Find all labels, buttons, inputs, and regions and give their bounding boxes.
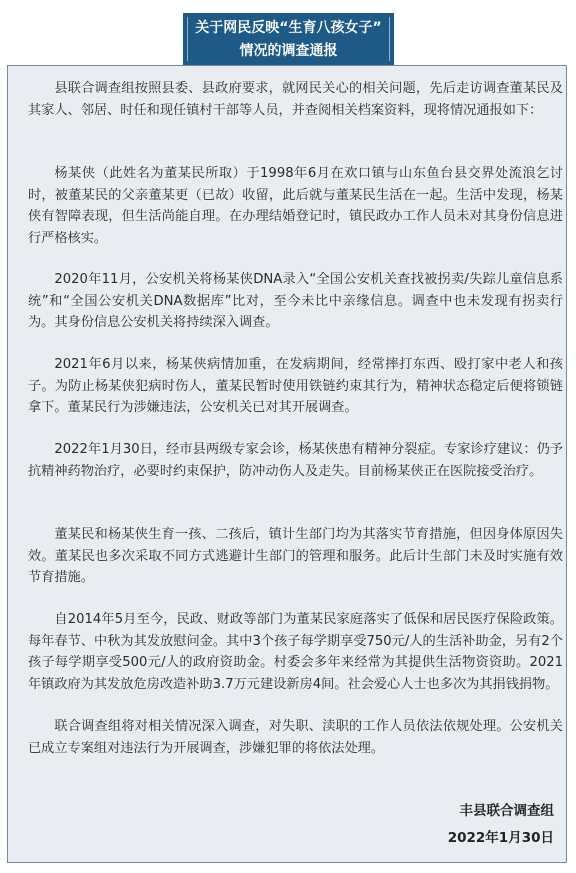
signature-org: 丰县联合调查组: [459, 803, 554, 819]
paragraph-dna-check: 2020年11月，公安机关将杨某侠DNA录入“全国公安机关查找被拐卖/失踪儿童信息系统”和“全国公安机关DNA数据库”比对，至今未比中亲缘信息。调查中也未发现有拐卖行为。其身份信息公安机关将持续深入调查。: [28, 272, 563, 330]
paragraph-intro: 县联合调查组按照县委、县政府要求，就网民关心的相关问题，先后走访调查董某民及其家人、邻居、时任和现任镇村干部等人员，并查阅相关档案资料，现将情况通报如下：: [28, 81, 563, 118]
notice-panel: [7, 65, 567, 863]
paragraph-followup: 联合调查组将对相关情况深入调查，对失职、渎职的工作人员依法依规处理。公安机关已成立专案组对违法行为开展调查，涉嫌犯罪的将依法处理。: [28, 719, 563, 756]
paragraph-background: 杨某侠（此姓名为董某民所取）于1998年6月在欢口镇与山东鱼台县交界处流浪乞讨时，被董某民的父亲董某更（已故）收留，此后就与董某民生活在一起。生活中发现，杨某侠有智障表现，但生活尚能自理。在办理结婚登记时，镇民政办工作人员未对其身份信息进行严格核实。: [28, 166, 563, 246]
paragraph-diagnosis: 2022年1月30日，经市县两级专家会诊，杨某侠患有精神分裂症。专家诊疗建议：仍予抗精神药物治疗，必要时约束保护，防冲动伤人及走失。目前杨某侠正在医院接受治疗。: [28, 442, 563, 479]
signature-date: 2022年1月30日: [447, 830, 554, 846]
paragraph-illness: 2021年6月以来，杨某侠病情加重，在发病期间，经常摔打东西、殴打家中老人和孩子。为防止杨某侠犯病时伤人，董某民暂时使用铁链约束其行为，精神状态稳定后便将锁链拿下。董某民行为涉嫌违法，公安机关已对其开展调查。: [28, 357, 563, 415]
title-line-1: 关于网民反映“生育八孩女子”: [195, 20, 382, 36]
paragraph-assistance: 自2014年5月至今，民政、财政等部门为董某民家庭落实了低保和居民医疗保险政策。每年春节、中秋为其发放慰问金。其中3个孩子每学期享受750元/人的生活补助金，另有2个孩子每学期享受500元/人的政府资助金。村委会多年来经常为其提供生活物资资助。2021年镇政府为其发放危房改造补助3.7万元建设新房4间。社会爱心人士也多次为其捐钱捐物。: [28, 612, 563, 692]
title-banner: [183, 13, 394, 65]
paragraph-family-planning: 董某民和杨某侠生育一孩、二孩后，镇计生部门均为其落实节育措施，但因身体原因失效。董某民也多次采取不同方式逃避计生部门的管理和服务。此后计生部门未及时实施有效节育措施。: [28, 527, 563, 585]
title-line-2: 情况的调查通报: [239, 43, 338, 59]
